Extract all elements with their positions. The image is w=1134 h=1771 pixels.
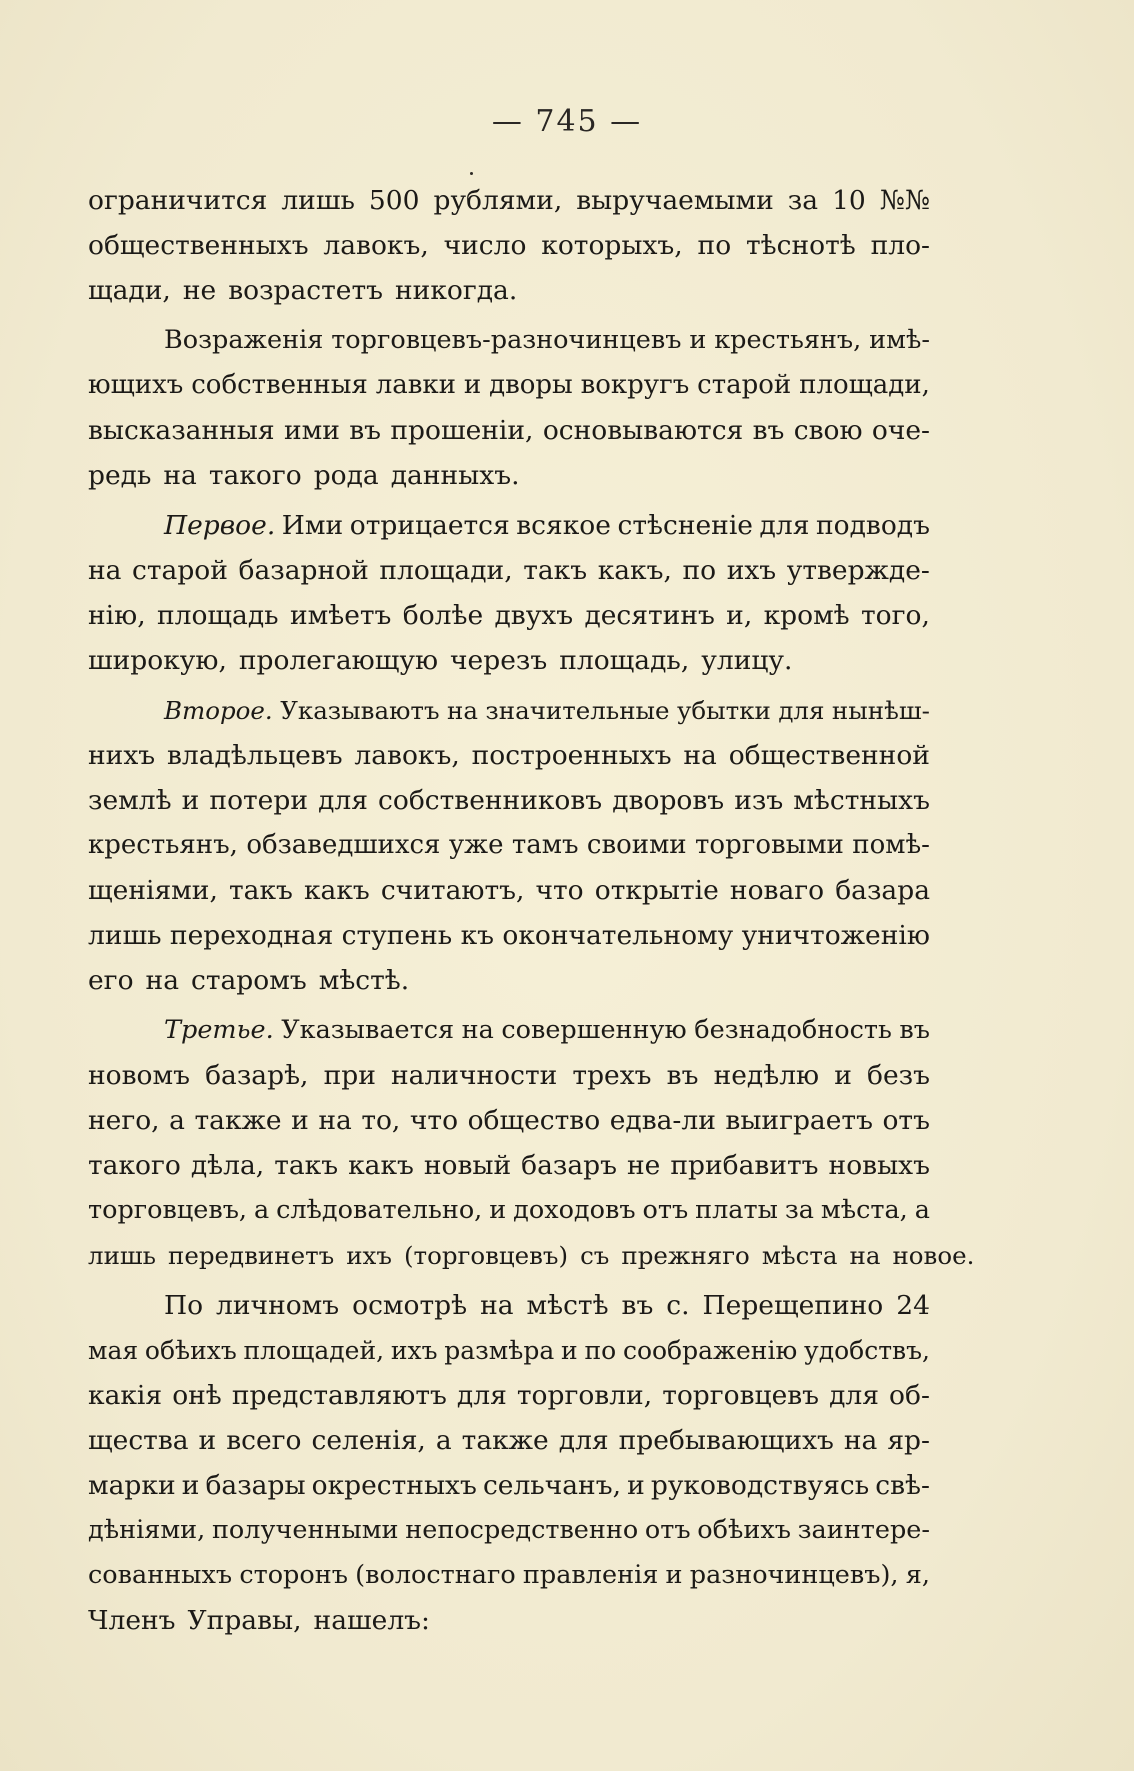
word: пребывающихъ (618, 1425, 834, 1456)
word: новыхъ (828, 1150, 930, 1181)
text-line (88, 1098, 930, 1143)
word: безъ (867, 1060, 930, 1091)
word: недѣлю (713, 1060, 820, 1091)
word: возрастетъ (228, 275, 383, 306)
word: 10 (832, 185, 866, 216)
text-line (88, 688, 930, 733)
word: с. (666, 1290, 690, 1321)
text-line (88, 1598, 930, 1643)
word: того, (861, 600, 930, 631)
word: въ (666, 1060, 699, 1091)
word: какъ (348, 1150, 414, 1181)
word: марки (88, 1470, 176, 1501)
word: ихъ (346, 1241, 392, 1270)
text-line (88, 408, 930, 453)
word: прибавитъ (670, 1150, 819, 1181)
word: и, (726, 600, 753, 631)
word: общественной (728, 740, 930, 771)
text-line (88, 733, 930, 778)
word: для (778, 696, 825, 725)
ink-speck (470, 172, 473, 175)
word: въ (621, 1290, 654, 1321)
word: яр- (887, 1425, 930, 1456)
word: №№ (879, 185, 930, 216)
word: обѣихъ (144, 1336, 237, 1365)
word: онѣ (172, 1380, 222, 1411)
word: площадей, (243, 1336, 385, 1365)
word: мѣстѣ. (318, 965, 410, 996)
word: разночинцевъ), (689, 1560, 899, 1590)
word: старой (132, 555, 228, 586)
word: и (561, 1336, 578, 1365)
word: окончательному (502, 920, 734, 951)
text-line (88, 1373, 930, 1418)
text-line (88, 913, 930, 958)
word: него, (88, 1105, 160, 1136)
word: построенныхъ (471, 740, 672, 771)
word: за (784, 1195, 814, 1225)
word: лишь (281, 185, 355, 216)
word: дѣла, (190, 1150, 265, 1181)
body-text (88, 178, 975, 1643)
word: на (683, 740, 717, 771)
word: личномъ (216, 1290, 340, 1321)
text-line (88, 1008, 930, 1053)
word: для (829, 1380, 879, 1411)
word: всего (226, 1425, 302, 1456)
word: улицу. (701, 645, 793, 676)
word: площадь, (559, 645, 690, 676)
word: платы (695, 1195, 778, 1225)
word: нію, (88, 600, 146, 631)
word: ихъ (726, 555, 777, 586)
word: лавокъ, (323, 230, 429, 261)
word: трехъ (572, 1060, 652, 1091)
word: такого (208, 460, 302, 491)
word: площадь (156, 600, 279, 631)
word: владѣльцевъ (166, 740, 343, 771)
word: собственниковъ (378, 785, 603, 816)
word: на (843, 1425, 878, 1456)
word: осмотрѣ (352, 1290, 468, 1321)
word: утвержде- (786, 555, 930, 586)
paragraph (88, 503, 930, 683)
word: на (461, 1015, 494, 1045)
word: такъ (523, 555, 588, 586)
word: крестьянъ, (714, 325, 862, 355)
text-line (88, 453, 930, 498)
paragraph (88, 318, 930, 498)
word: на (318, 1105, 352, 1136)
word: для (456, 1380, 507, 1411)
word: такъ (274, 1150, 339, 1181)
word: Перещепино (702, 1290, 884, 1321)
word: на (163, 460, 197, 491)
word: базара (835, 875, 930, 906)
word: прежняго (621, 1241, 750, 1270)
word: также (194, 1105, 282, 1136)
word: на (849, 1241, 881, 1270)
word: при (323, 1060, 376, 1091)
word: по (682, 555, 717, 586)
word: для (318, 785, 368, 816)
word: помѣ- (852, 830, 930, 860)
word: на (447, 696, 478, 725)
word: новое. (892, 1241, 975, 1270)
text-line (88, 868, 930, 913)
word: соображенію (622, 1336, 798, 1365)
word: кромѣ (763, 600, 850, 631)
word: слѣдовательно, (276, 1195, 483, 1225)
word: щества (88, 1425, 189, 1456)
word: торговцевъ (662, 1380, 820, 1411)
word: старомъ (191, 965, 307, 996)
word: значительные (485, 696, 670, 725)
paragraph (88, 688, 930, 1003)
word: какія (88, 1380, 163, 1411)
word: уже (448, 830, 504, 860)
word: подводъ (815, 510, 930, 541)
word: представляютъ (231, 1380, 447, 1411)
word: торговыми (695, 830, 844, 860)
text-line (88, 1553, 930, 1598)
word: об- (889, 1380, 930, 1411)
word: общественныхъ (88, 230, 309, 261)
text-line (88, 268, 930, 313)
paragraph (88, 1283, 930, 1643)
word: площади, (379, 555, 513, 586)
word: считаютъ, (380, 875, 525, 906)
word: также (461, 1425, 549, 1456)
word: и (834, 1060, 852, 1091)
word: Указывается (281, 1015, 455, 1045)
word: для (759, 510, 810, 541)
word: съ (580, 1241, 610, 1270)
word: базарной (238, 555, 369, 586)
word: передвинетъ (168, 1241, 335, 1270)
word: пло- (870, 230, 930, 261)
word: имѣетъ (289, 600, 392, 631)
word: щеніями, (88, 875, 218, 906)
word: руководствуясь (650, 1470, 870, 1501)
word: площади, (799, 370, 930, 400)
text-line (88, 178, 930, 223)
word: уничтоженію (741, 920, 930, 951)
word: лишь (88, 920, 162, 951)
word: по (584, 1336, 617, 1365)
word: выручаемыми (576, 185, 774, 216)
text-line (88, 1188, 930, 1233)
word: Указываютъ (280, 696, 440, 725)
word: дѣніями, (88, 1515, 206, 1545)
word: мая (88, 1336, 139, 1365)
word: мѣстѣ (526, 1290, 609, 1321)
word: и (291, 1105, 309, 1136)
paragraph (88, 178, 930, 313)
word: тѣснотѣ (746, 230, 856, 261)
word: черезъ (450, 645, 548, 676)
word: лавокъ, (354, 740, 460, 771)
word: старой (697, 370, 792, 400)
word: торговцевъ-разночинцевъ (331, 325, 682, 355)
word: и (198, 1425, 217, 1456)
word: ихъ (390, 1336, 438, 1365)
text-line (88, 363, 930, 408)
word: двухъ (494, 600, 574, 631)
word: вокругъ (580, 370, 690, 400)
text-line (88, 1233, 975, 1278)
word: Первое. (164, 510, 276, 541)
word: къ (460, 920, 494, 951)
word: не (182, 275, 217, 306)
word: свою (793, 415, 863, 446)
word: пролегающую (238, 645, 439, 676)
word: убытки (677, 696, 771, 725)
word: сельчанъ, (482, 1470, 622, 1501)
word: то, (361, 1105, 401, 1136)
text-line (88, 1283, 930, 1328)
word: имѣ- (869, 325, 930, 355)
word: дворы (489, 370, 573, 400)
word: рода (313, 460, 379, 491)
word: (торговцевъ) (403, 1241, 569, 1270)
text-line (88, 1053, 930, 1098)
word: наличности (391, 1060, 558, 1091)
text-line (88, 958, 930, 1003)
word: рублями, (433, 185, 563, 216)
word: широкую, (88, 645, 227, 676)
word: число (443, 230, 527, 261)
word: окрестныхъ (311, 1470, 477, 1501)
text-line (88, 638, 930, 683)
word: тамъ (511, 830, 579, 860)
word: собственныя (191, 370, 368, 400)
word: редь (88, 460, 152, 491)
text-line (88, 593, 930, 638)
text-line (88, 1418, 930, 1463)
word: 24 (896, 1290, 930, 1321)
text-line (88, 548, 930, 593)
text-line (88, 1143, 930, 1188)
word: базарѣ, (205, 1060, 309, 1091)
word: оче- (871, 415, 930, 446)
text-line (88, 223, 930, 268)
word: нихъ (88, 740, 156, 771)
word: своими (586, 830, 687, 860)
word: за (787, 185, 819, 216)
word: землѣ (88, 785, 172, 816)
word: базары (205, 1470, 306, 1501)
word: сованныхъ (88, 1560, 233, 1590)
word: По (164, 1290, 204, 1321)
word: полученными (211, 1515, 399, 1545)
word: ими (283, 415, 340, 446)
word: и (181, 1470, 200, 1501)
word: торговли, (516, 1380, 653, 1411)
word: десятинъ (584, 600, 715, 631)
word: едва-ли (609, 1105, 716, 1136)
word: а (169, 1105, 185, 1136)
word: Членъ (88, 1605, 176, 1636)
word: лишь (88, 1241, 157, 1270)
word: отъ (644, 1515, 691, 1545)
word: щади, (88, 275, 171, 306)
word: и (489, 1195, 507, 1225)
word: ограничится (88, 185, 268, 216)
word: лавки (375, 370, 456, 400)
word: удобствъ, (803, 1336, 930, 1365)
word: торговцевъ, (88, 1195, 248, 1225)
text-line (88, 318, 930, 363)
word: свѣ- (875, 1470, 930, 1501)
word: которыхъ, (541, 230, 683, 261)
word: какъ (303, 875, 370, 906)
word: потери (209, 785, 308, 816)
word: изъ (734, 785, 784, 816)
word: а (253, 1195, 270, 1225)
word: нашелъ: (313, 1605, 430, 1636)
word: Ими (281, 510, 344, 541)
word: въ (899, 1015, 930, 1045)
word: я, (905, 1560, 930, 1590)
word: базаръ (521, 1150, 618, 1181)
word: и (627, 1470, 645, 1501)
word: данныхъ. (390, 460, 520, 491)
paragraph (88, 1008, 975, 1278)
word: выиграетъ (725, 1105, 873, 1136)
word: общество (467, 1105, 601, 1136)
word: ступень (341, 920, 453, 951)
word: ющихъ (88, 370, 184, 400)
word: непосредственно (405, 1515, 639, 1545)
word: безнадобность (694, 1015, 892, 1045)
word: болѣе (402, 600, 484, 631)
word: въ (349, 415, 382, 446)
word: Второе. (164, 696, 273, 725)
word: на (88, 555, 122, 586)
word: нынѣш- (831, 696, 930, 725)
word: заинтере- (797, 1515, 930, 1545)
word: что (409, 1105, 459, 1136)
word: новаго (729, 875, 825, 906)
word: новый (423, 1150, 512, 1181)
word: для (558, 1425, 609, 1456)
word: дворовъ (612, 785, 725, 816)
word: его (88, 965, 134, 996)
text-line (88, 1328, 930, 1373)
word: основываются (542, 415, 744, 446)
word: всякое (516, 510, 611, 541)
word: совершенную (501, 1015, 687, 1045)
page-number: — 745 — (491, 104, 643, 139)
word: Возраженія (164, 325, 324, 355)
word: на (145, 965, 179, 996)
word: такого (88, 1150, 181, 1181)
word: (волостнаго (355, 1560, 516, 1590)
word: мѣста, (820, 1195, 908, 1225)
word: по (697, 230, 732, 261)
word: что (535, 875, 584, 906)
text-line (88, 778, 930, 823)
word: такъ (228, 875, 293, 906)
word: новомъ (88, 1060, 190, 1091)
word: отрицается (349, 510, 510, 541)
word: отъ (642, 1195, 689, 1225)
word: открытіе (594, 875, 719, 906)
word: на (480, 1290, 514, 1321)
word: обзаведшихся (246, 830, 441, 860)
word: обѣихъ (697, 1515, 791, 1545)
word: крестьянъ, (88, 830, 238, 860)
word: какъ, (597, 555, 672, 586)
word: стѣсненіе (617, 510, 753, 541)
word: высказанныя (88, 415, 275, 446)
word: въ (752, 415, 785, 446)
text-line (88, 1508, 930, 1553)
text-line (88, 503, 930, 548)
word: сторонъ (239, 1560, 348, 1590)
word: доходовъ (513, 1195, 636, 1225)
word: мѣста (761, 1241, 838, 1270)
word: не (627, 1150, 661, 1181)
word: и (665, 1560, 683, 1590)
word: Управы, (187, 1605, 302, 1636)
text-line (88, 823, 930, 868)
word: отъ (882, 1105, 930, 1136)
word: никогда. (395, 275, 518, 306)
word: и (463, 370, 482, 400)
word: а (914, 1195, 930, 1225)
word: переходная (169, 920, 334, 951)
word: 500 (368, 185, 420, 216)
word: правленія (522, 1560, 659, 1590)
word: и (181, 785, 200, 816)
word: селенія, (311, 1425, 426, 1456)
word: мѣстныхъ (793, 785, 930, 816)
word: Третье. (164, 1015, 274, 1045)
word: и (689, 325, 707, 355)
word: размѣра (444, 1336, 555, 1365)
word: а (435, 1425, 452, 1456)
word: прошеніи, (390, 415, 534, 446)
text-line (88, 1463, 930, 1508)
